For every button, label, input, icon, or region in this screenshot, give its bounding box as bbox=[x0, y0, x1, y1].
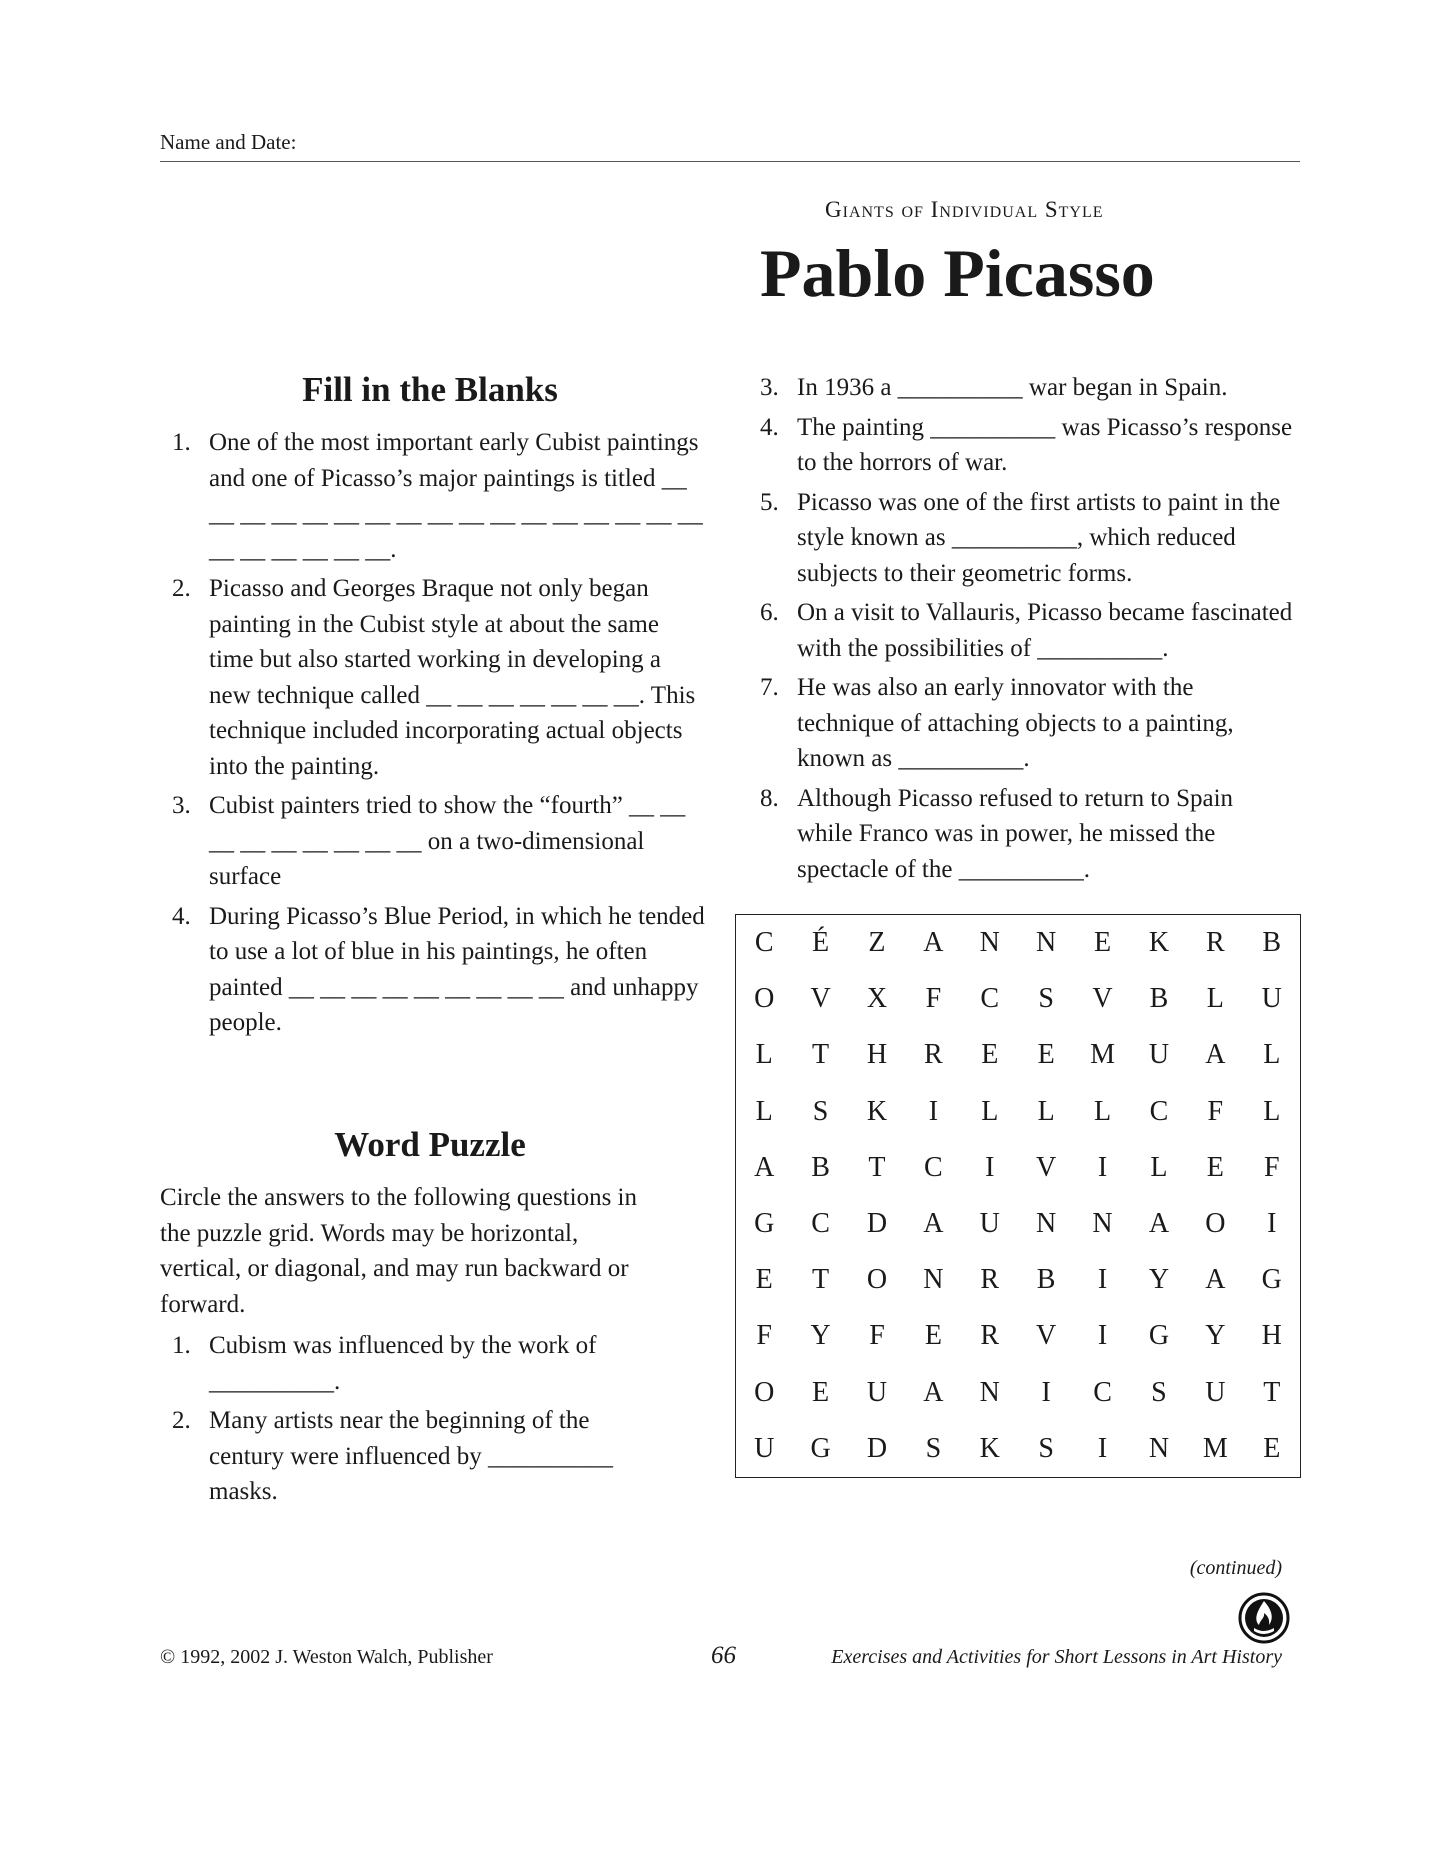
grid-letter[interactable]: B bbox=[1149, 983, 1169, 1015]
grid-letter[interactable]: C bbox=[1149, 1095, 1169, 1127]
puzzle-instructions: Circle the answers to the following questions in the puzzle grid. Words may be horizontal, vertical, or diagonal, and may run backward or forward. bbox=[160, 1184, 638, 1318]
grid-letter[interactable]: K bbox=[979, 1432, 1000, 1464]
word-search-table bbox=[736, 915, 1300, 1477]
grid-letter[interactable]: L bbox=[755, 1039, 773, 1071]
grid-letter[interactable]: T bbox=[812, 1264, 830, 1296]
grid-letter[interactable]: S bbox=[1038, 983, 1054, 1015]
grid-letter[interactable]: C bbox=[754, 927, 774, 959]
list-item: 3. Cubist painters tried to show the “fourth” __ __ __ __ __ __ __ __ __ on a two-dimensional surface bbox=[172, 792, 686, 890]
grid-letter[interactable]: K bbox=[866, 1095, 888, 1127]
page-number: 66 bbox=[711, 1642, 736, 1669]
grid-letter[interactable]: A bbox=[923, 927, 944, 959]
grid-letter[interactable]: A bbox=[1205, 1264, 1226, 1296]
grid-letter[interactable]: T bbox=[1263, 1376, 1281, 1408]
grid-letter[interactable]: Y bbox=[810, 1320, 831, 1352]
grid-row bbox=[736, 1365, 1300, 1421]
grid-letter[interactable]: G bbox=[1148, 1320, 1170, 1352]
grid-letter[interactable]: N bbox=[923, 1264, 944, 1296]
grid-letter[interactable]: E bbox=[1037, 1039, 1055, 1071]
grid-letter[interactable]: B bbox=[1262, 927, 1282, 959]
grid-letter[interactable]: F bbox=[869, 1320, 885, 1352]
grid-letter[interactable]: C bbox=[811, 1208, 830, 1240]
grid-letter[interactable]: R bbox=[924, 1039, 943, 1071]
grid-letter[interactable]: I bbox=[1097, 1151, 1108, 1183]
list-item: 2. Picasso and Georges Braque not only began painting in the Cubist style at about the same time but also started working in developing a new technique called __ __ __ __ __ __ __. This technique included incorporating actual objects into the painting. bbox=[172, 575, 696, 780]
grid-row bbox=[736, 1421, 1300, 1477]
grid-letter[interactable]: C bbox=[1093, 1376, 1112, 1408]
grid-letter[interactable]: E bbox=[1093, 927, 1112, 959]
grid-letter[interactable]: L bbox=[1037, 1095, 1055, 1127]
grid-letter[interactable]: E bbox=[1263, 1432, 1281, 1464]
grid-letter[interactable]: D bbox=[866, 1432, 888, 1464]
grid-letter[interactable]: U bbox=[1261, 983, 1282, 1015]
grid-letter[interactable]: S bbox=[1151, 1376, 1167, 1408]
list-item: 4. The painting __________ was Picasso’s response to the horrors of war. bbox=[760, 413, 1293, 476]
grid-letter[interactable]: G bbox=[810, 1432, 831, 1464]
grid-letter[interactable]: D bbox=[866, 1208, 888, 1240]
grid-letter[interactable]: U bbox=[866, 1376, 888, 1408]
grid-letter[interactable]: Y bbox=[1148, 1264, 1170, 1296]
grid-letter[interactable]: R bbox=[1205, 927, 1225, 959]
grid-letter[interactable]: E bbox=[755, 1264, 773, 1296]
word-puzzle-heading: Word Puzzle bbox=[334, 1125, 526, 1164]
continued-note: (continued) bbox=[1189, 1557, 1282, 1579]
grid-letter[interactable]: L bbox=[1263, 1039, 1281, 1071]
grid-letter[interactable]: F bbox=[1207, 1095, 1224, 1127]
word-search-grid[interactable] bbox=[735, 914, 1301, 1478]
grid-letter[interactable]: N bbox=[1036, 927, 1057, 959]
grid-letter[interactable]: T bbox=[868, 1151, 886, 1183]
grid-letter[interactable]: A bbox=[923, 1376, 944, 1408]
grid-letter[interactable]: M bbox=[1090, 1039, 1115, 1071]
copyright-text: © 1992, 2002 J. Weston Walch, Publisher bbox=[160, 1646, 493, 1668]
fill-blanks-heading: Fill in the Blanks bbox=[302, 370, 558, 409]
grid-letter[interactable]: M bbox=[1202, 1432, 1228, 1464]
grid-letter[interactable]: S bbox=[812, 1095, 829, 1127]
list-item: 7. He was also an early innovator with the technique of attaching objects to a painting, known as __________. bbox=[760, 674, 1234, 772]
grid-letter[interactable]: X bbox=[866, 983, 888, 1015]
grid-letter[interactable]: I bbox=[1097, 1320, 1108, 1352]
grid-letter[interactable]: S bbox=[925, 1432, 942, 1464]
grid-letter[interactable]: S bbox=[1038, 1432, 1054, 1464]
grid-letter[interactable]: L bbox=[1206, 983, 1224, 1015]
grid-row bbox=[736, 1252, 1300, 1308]
grid-letter[interactable]: N bbox=[979, 1376, 1000, 1408]
grid-letter[interactable]: N bbox=[1036, 1208, 1057, 1240]
grid-letter[interactable]: A bbox=[1205, 1039, 1226, 1071]
grid-letter[interactable]: V bbox=[810, 983, 831, 1015]
grid-letter[interactable]: G bbox=[754, 1208, 775, 1240]
book-title: Exercises and Activities for Short Lessons in Art History bbox=[831, 1646, 1282, 1668]
grid-letter[interactable]: I bbox=[1041, 1376, 1051, 1408]
word-puzzle-column bbox=[160, 1180, 660, 1514]
grid-letter[interactable]: N bbox=[1092, 1208, 1113, 1240]
grid-letter[interactable]: A bbox=[1148, 1208, 1170, 1240]
page-title: Pablo Picasso bbox=[760, 235, 1155, 311]
grid-letter[interactable]: H bbox=[866, 1039, 888, 1071]
grid-letter[interactable]: F bbox=[756, 1320, 772, 1352]
grid-letter[interactable]: G bbox=[1261, 1264, 1282, 1296]
grid-letter[interactable]: L bbox=[1263, 1095, 1281, 1127]
list-item: 1. Cubism was influenced by the work of __________. bbox=[172, 1332, 597, 1395]
fill-blanks-left-column bbox=[160, 425, 705, 1045]
grid-letter[interactable]: V bbox=[1036, 1320, 1057, 1352]
grid-letter[interactable]: É bbox=[812, 927, 830, 959]
grid-row bbox=[736, 1084, 1300, 1140]
name-date-label: Name and Date: bbox=[160, 130, 297, 154]
list-item: 3. In 1936 a __________ war began in Spain. bbox=[760, 374, 1228, 401]
grid-letter[interactable]: Z bbox=[868, 927, 886, 959]
grid-letter[interactable]: O bbox=[1205, 1208, 1226, 1240]
grid-letter[interactable]: L bbox=[1093, 1095, 1112, 1127]
grid-letter[interactable]: E bbox=[924, 1320, 942, 1352]
grid-letter[interactable]: H bbox=[1261, 1320, 1282, 1352]
grid-letter[interactable]: I bbox=[928, 1095, 939, 1127]
grid-letter[interactable]: C bbox=[924, 1151, 943, 1183]
grid-letter[interactable]: B bbox=[1036, 1264, 1056, 1296]
grid-row bbox=[736, 971, 1300, 1027]
grid-letter[interactable]: F bbox=[1263, 1151, 1280, 1183]
grid-letter[interactable]: C bbox=[980, 983, 1000, 1015]
grid-letter[interactable]: I bbox=[1267, 1208, 1277, 1240]
grid-letter[interactable]: L bbox=[1150, 1151, 1168, 1183]
grid-letter[interactable]: U bbox=[1148, 1039, 1170, 1071]
name-date-line[interactable] bbox=[160, 130, 1300, 162]
grid-letter[interactable]: E bbox=[1206, 1151, 1224, 1183]
grid-letter[interactable]: R bbox=[980, 1320, 1000, 1352]
grid-letter[interactable]: F bbox=[925, 983, 942, 1015]
list-item: 2. Many artists near the beginning of the century were influenced by __________ masks. bbox=[172, 1407, 614, 1505]
fill-blanks-right-column bbox=[748, 370, 1293, 891]
grid-letter[interactable]: V bbox=[1092, 983, 1113, 1015]
grid-letter[interactable]: Y bbox=[1205, 1320, 1226, 1352]
grid-letter[interactable]: K bbox=[1148, 927, 1170, 959]
grid-letter[interactable]: I bbox=[1097, 1264, 1108, 1296]
list-item: 4. During Picasso’s Blue Period, in which he tended to use a lot of blue in his paintings, he often painted __ __ __ __ __ __ __ __ __ and unhappy people. bbox=[172, 902, 705, 1036]
grid-letter[interactable]: E bbox=[812, 1376, 830, 1408]
grid-letter[interactable]: R bbox=[980, 1264, 1000, 1296]
grid-letter[interactable]: V bbox=[1036, 1151, 1057, 1183]
grid-letter[interactable]: A bbox=[754, 1151, 775, 1183]
grid-row bbox=[736, 1140, 1300, 1196]
list-item: 8. Although Picasso refused to return to Spain while Franco was in power, he missed the spectacle of the __________. bbox=[760, 784, 1234, 883]
grid-letter[interactable]: I bbox=[1097, 1432, 1108, 1464]
publisher-flame-logo-icon bbox=[1238, 1592, 1290, 1644]
grid-letter[interactable]: L bbox=[755, 1095, 773, 1127]
chapter-kicker: Giants of Individual Style bbox=[825, 197, 1104, 222]
grid-letter[interactable]: L bbox=[981, 1095, 999, 1127]
grid-letter[interactable]: O bbox=[754, 983, 775, 1015]
grid-letter[interactable]: O bbox=[754, 1376, 775, 1408]
grid-letter[interactable]: T bbox=[812, 1039, 830, 1071]
grid-letter[interactable]: A bbox=[923, 1208, 944, 1240]
grid-row bbox=[736, 1308, 1300, 1364]
grid-letter[interactable]: I bbox=[985, 1151, 995, 1183]
grid-row bbox=[736, 1027, 1300, 1083]
grid-letter[interactable]: U bbox=[1205, 1376, 1226, 1408]
grid-letter[interactable]: U bbox=[979, 1208, 1000, 1240]
grid-letter[interactable]: U bbox=[754, 1432, 775, 1464]
grid-row bbox=[736, 1196, 1300, 1252]
grid-letter[interactable]: B bbox=[811, 1151, 830, 1183]
grid-row bbox=[736, 915, 1300, 971]
grid-letter[interactable]: N bbox=[1148, 1432, 1170, 1464]
grid-letter[interactable]: E bbox=[981, 1039, 999, 1071]
list-item: 5. Picasso was one of the first artists to paint in the style known as __________, which reduced subjects to their geometric forms. bbox=[760, 488, 1281, 587]
list-item: 6. On a visit to Vallauris, Picasso became fascinated with the possibilities of __________. bbox=[760, 599, 1293, 662]
grid-letter[interactable]: N bbox=[979, 927, 1000, 959]
list-item: 1. One of the most important early Cubist paintings and one of Picasso’s major paintings is titled __ __ __ __ __ __ __ __ __ __ __ __ __ __ __ __ __ __ __ __ __ __ __. bbox=[172, 429, 703, 563]
grid-letter[interactable]: O bbox=[866, 1264, 888, 1296]
